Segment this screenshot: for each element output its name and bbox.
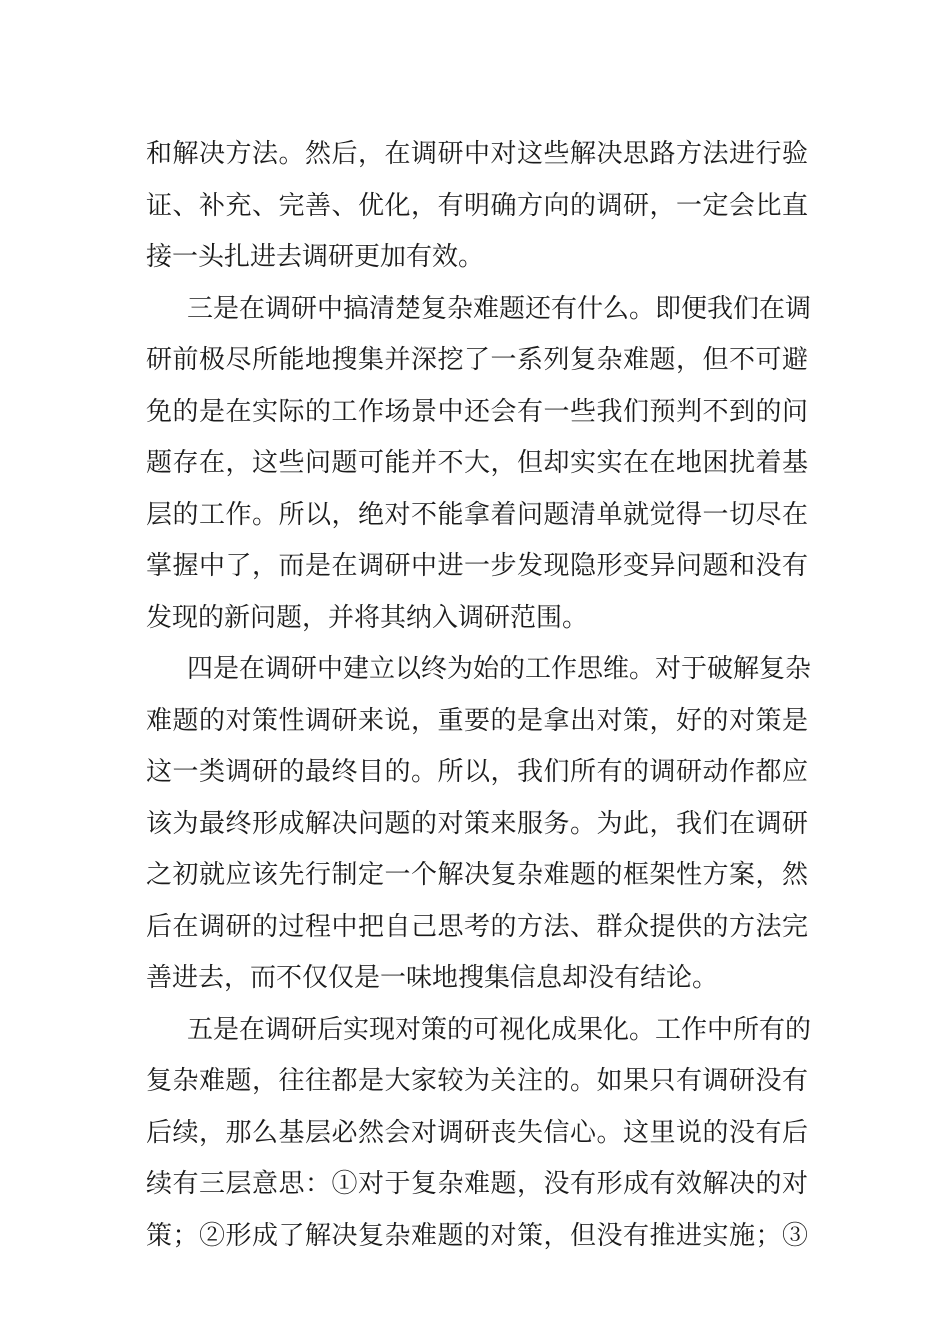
paragraph-line: 三是在调研中搞清楚复杂难题还有什么。即便我们在调 [187,293,812,324]
paragraph-line: 层的工作。所以，绝对不能拿着问题清单就觉得一切尽在 [146,499,808,530]
paragraph-line: 该为最终形成解决问题的对策来服务。为此，我们在调研 [146,808,808,839]
paragraph-line: 掌握中了，而是在调研中进一步发现隐形变异问题和没有 [146,551,808,581]
paragraph-line: 和解决方法。然后，在调研中对这些解决思路方法进行验 [146,139,808,169]
paragraph-line: 这一类调研的最终目的。所以，我们所有的调研动作都应 [146,757,808,787]
paragraph-line: 之初就应该先行制定一个解决复杂难题的框架性方案，然 [146,860,808,890]
paragraph-line: 复杂难题，往往都是大家较为关注的。如果只有调研没有 [146,1066,808,1096]
paragraph-line: 发现的新问题，并将其纳入调研范围。 [146,602,589,633]
document-body [146,129,812,1262]
paragraph-line: 研前极尽所能地搜集并深挖了一系列复杂难题，但不可避 [146,345,808,375]
paragraph-line: 续有三层意思：①对于复杂难题，没有形成有效解决的对 [146,1169,808,1199]
paragraph-line: 免的是在实际的工作场景中还会有一些我们预判不到的问 [146,396,808,427]
paragraph-line: 证、补充、完善、优化，有明确方向的调研，一定会比直 [146,190,808,221]
paragraph-line: 难题的对策性调研来说，重要的是拿出对策，好的对策是 [146,705,808,736]
paragraph-line: 后续，那么基层必然会对调研丧失信心。这里说的没有后 [146,1117,808,1148]
paragraph-line: 善进去，而不仅仅是一味地搜集信息却没有结论。 [146,963,719,993]
paragraph-line: 后在调研的过程中把自己思考的方法、群众提供的方法完 [146,911,808,942]
paragraph-line: 接一头扎进去调研更加有效。 [146,242,485,272]
paragraph-line: 四是在调研中建立以终为始的工作思维。对于破解复杂 [187,654,812,684]
paragraph-line: 策；②形成了解决复杂难题的对策，但没有推进实施；③ [146,1220,808,1251]
paragraph-line: 题存在，这些问题可能并不大，但却实实在在地困扰着基 [146,448,808,478]
paragraph-line: 五是在调研后实现对策的可视化成果化。工作中所有的 [187,1014,812,1045]
